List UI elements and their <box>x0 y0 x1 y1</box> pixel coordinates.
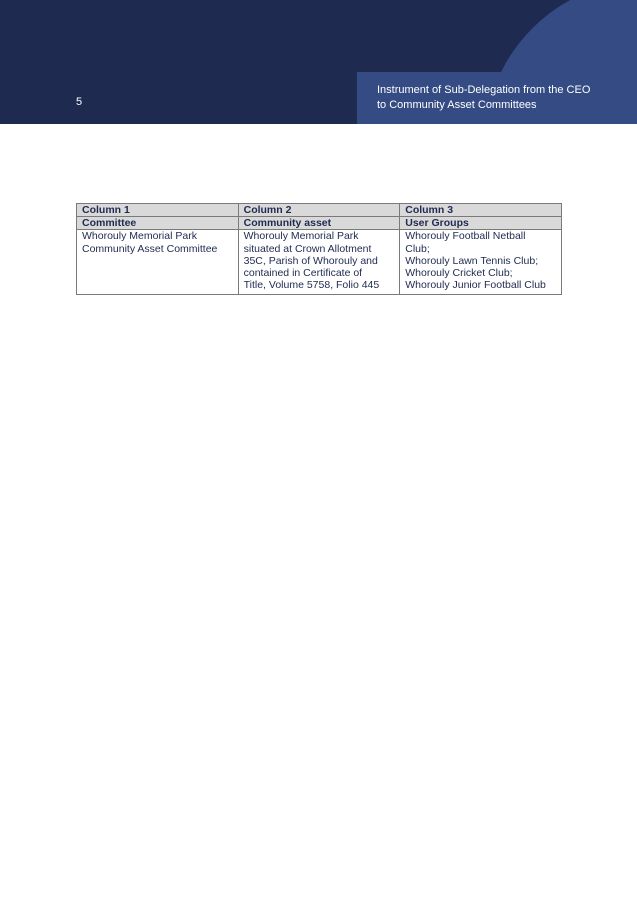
table-row <box>77 230 562 295</box>
document-title <box>377 83 627 113</box>
column-label: Column 3 <box>400 204 562 217</box>
column-heading-row <box>77 217 562 230</box>
column-label: Column 1 <box>77 204 239 217</box>
column-heading: Committee <box>77 217 239 230</box>
cell-line: Community Asset Committee <box>82 242 218 255</box>
cell-line: situated at Crown Allotment <box>243 242 372 255</box>
cell-line: Whorouly Lawn Tennis Club; <box>405 254 539 267</box>
cell-line: Whorouly Memorial Park <box>82 230 197 243</box>
page-header <box>0 0 637 124</box>
cell-line: Title, Volume 5758, Folio 445 <box>243 279 380 292</box>
delegation-table <box>76 203 562 295</box>
column-label: Column 2 <box>238 204 400 217</box>
column-label-row <box>77 204 562 217</box>
column-heading: User Groups <box>400 217 562 230</box>
document-title-line-1: Instrument of Sub-Delegation from the CEO <box>377 84 591 96</box>
cell-line: 35C, Parish of Whorouly and <box>243 254 378 267</box>
cell-line: Whorouly Junior Football Club <box>405 279 546 292</box>
cell-line: Whorouly Cricket Club; <box>405 267 513 280</box>
column-heading: Community asset <box>238 217 400 230</box>
cell-line: Whorouly Football Netball <box>405 230 526 243</box>
document-title-line-2: to Community Asset Committees <box>377 99 537 111</box>
committee-cell <box>77 230 239 295</box>
cell-line: Club; <box>405 242 430 255</box>
page-number: 5 <box>76 96 83 108</box>
user-groups-cell <box>400 230 562 295</box>
cell-line: contained in Certificate of <box>243 267 363 280</box>
cell-line: Whorouly Memorial Park <box>243 230 359 243</box>
community-asset-cell <box>238 230 400 295</box>
